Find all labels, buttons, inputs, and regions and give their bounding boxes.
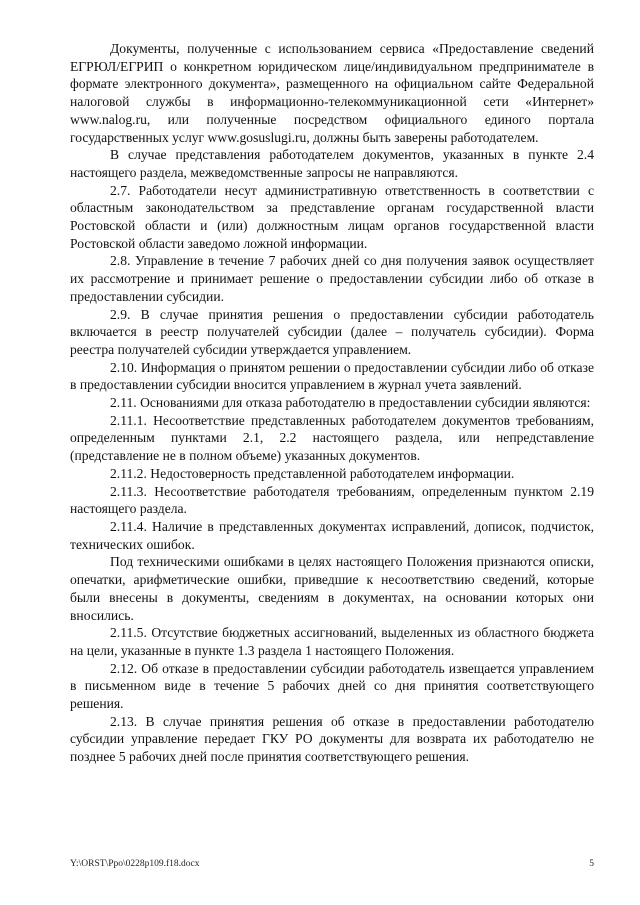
document-body — [70, 40, 594, 766]
paragraph-documents-egrul: Документы, полученные с использованием сервиса «Предоставление сведений ЕГРЮЛ/ЕГРИП о конкретном юридическом лице/индивидуальном предпринимателе в формате электронного документа», размещенного на официальном сайте Федеральной налоговой службы в информационно-телекоммуникационной сети «Интернет» www.nalog.ru, или полученные посредством официального единого портала государственных услуг www.gosuslugi.ru, должны быть заверены работодателем. — [70, 41, 594, 145]
paragraph-2-11: 2.11. Основаниями для отказа работодателю в предоставлении субсидии являются: — [110, 395, 591, 411]
paragraph-2-12: 2.12. Об отказе в предоставлении субсидии работодатель извещается управлением в письменном виде в течение 5 рабочих дней со дня принятия соответствующего решения. — [70, 660, 594, 712]
paragraph-2-11-2: 2.11.2. Недостоверность представленной работодателем информации. — [110, 465, 515, 481]
footer-file-path: Y:\ORST\Ppo\0228p109.f18.docx — [70, 859, 200, 869]
paragraph-2-8: 2.8. Управление в течение 7 рабочих дней со дня получения заявок осуществляет их рассмотрение и принимает решение о предоставлении субсидии либо об отказе в предоставлении субсидии. — [70, 253, 594, 304]
paragraph-technical-errors: Под техническими ошибками в целях настоящего Положения признаются описки, опечатки, арифметические ошибки, приведшие к несоответствию сведений, которые были внесены в документы, сведениям в документах, на основании которых они вносились. — [70, 554, 594, 623]
paragraph-2-11-3: 2.11.3. Несоответствие работодателя требованиям, определенным пунктом 2.19 настоящего раздела. — [70, 483, 594, 517]
page-number: 5 — [589, 859, 594, 869]
paragraph-2-10: 2.10. Информация о принятом решении о предоставлении субсидии либо об отказе в предоставлении субсидии вносится управлением в журнал учета заявлений. — [70, 359, 594, 393]
paragraph-2-11-5: 2.11.5. Отсутствие бюджетных ассигнований, выделенных из областного бюджета на цели, указанные в пункте 1.3 раздела 1 настоящего Положения. — [70, 625, 594, 658]
paragraph-2-11-4: 2.11.4. Наличие в представленных документах исправлений, дописок, подчисток, технических ошибок. — [70, 518, 594, 552]
paragraph-no-interagency-requests: В случае представления работодателем документов, указанных в пункте 2.4 настоящего раздела, межведомственные запросы не направляются. — [70, 147, 594, 180]
paragraph-2-9: 2.9. В случае принятия решения о предоставлении субсидии работодатель включается в реестр получателей субсидии (далее – получатель субсидии). Форма реестра получателей субсидии утверждается управлением. — [70, 306, 594, 357]
paragraph-2-7: 2.7. Работодатели несут административную ответственность в соответствии с областным законодательством за представление органам государственной власти Ростовской области и (или) должностным лицам органов государственной власти Ростовской области заведомо ложной информации. — [70, 182, 594, 251]
paragraph-2-11-1: 2.11.1. Несоответствие представленных работодателем документов требованиям, определенным пунктами 2.1, 2.2 настоящего раздела, или непредставление (представление не в полном объеме) указанных документов. — [70, 412, 594, 464]
paragraph-2-13: 2.13. В случае принятия решения об отказе в предоставлении работодателю субсидии управление передает ГКУ РО документы для возврата их работодателю не позднее 5 рабочих дней после принятия соответствующего решения. — [70, 713, 594, 765]
